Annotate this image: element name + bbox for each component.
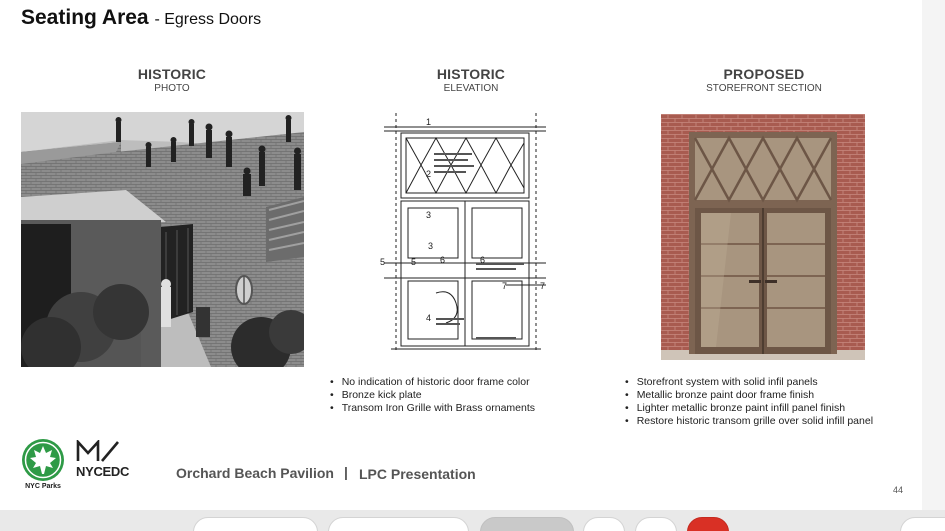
elevation-label-3: 3: [426, 210, 432, 220]
list-item: • Storefront system with solid infil panels: [625, 376, 873, 389]
nycedc-label: NYCEDC: [76, 464, 130, 479]
control-button[interactable]: [328, 517, 469, 531]
footer-separator: |: [344, 464, 348, 480]
right-edge-strip: [922, 0, 945, 510]
subheading-label: ELEVATION: [443, 83, 499, 94]
control-button[interactable]: [193, 517, 318, 531]
storefront-illustration: [661, 114, 865, 360]
subheading-label: STOREFRONT SECTION: [706, 83, 822, 94]
elevation-label-5: 5: [411, 257, 417, 267]
footer-project-name: Orchard Beach Pavilion: [176, 465, 334, 481]
control-button[interactable]: [900, 517, 945, 531]
heading-label: PROPOSED: [723, 66, 805, 82]
historic-photo: [21, 112, 304, 367]
subheading-label: PHOTO: [154, 83, 190, 94]
list-item: • Metallic bronze paint door frame finish: [625, 389, 873, 402]
control-button[interactable]: [480, 517, 574, 531]
elevation-label-2: 2: [426, 169, 432, 179]
elevation-line-drawing: [376, 113, 551, 353]
footer-presentation: LPC Presentation: [359, 466, 476, 482]
proposed-storefront-heading: [634, 66, 894, 94]
record-button[interactable]: [687, 517, 729, 531]
list-item: • No indication of historic door frame color: [330, 376, 535, 389]
page-number: 44: [893, 485, 904, 495]
proposed-storefront-rendering: [661, 114, 865, 360]
page-title: [21, 6, 261, 30]
list-item: • Lighter metallic bronze paint infill panel finish: [625, 402, 873, 415]
nyc-parks-leaf-icon: [21, 438, 65, 482]
list-item: • Transom Iron Grille with Brass ornaments: [330, 402, 535, 415]
meeting-control-bar: [0, 510, 945, 531]
elevation-label-3b: 3: [428, 241, 434, 251]
proposed-notes-list: [625, 376, 873, 428]
historic-photo-heading: [42, 66, 302, 94]
page-title-sub: - Egress Doors: [154, 11, 262, 28]
elevation-label-6: 6: [440, 255, 446, 265]
elevation-label-5-left: 5: [380, 257, 386, 267]
heading-label: HISTORIC: [137, 66, 207, 82]
page-title-main: Seating Area: [21, 6, 149, 29]
control-button[interactable]: [635, 517, 677, 531]
nyc-parks-label: NYC Parks: [25, 483, 61, 490]
historic-elevation-drawing: [376, 113, 551, 353]
elevation-label-4: 4: [426, 313, 432, 323]
historic-elevation-heading: [341, 66, 601, 94]
nycedc-mark-icon: [76, 440, 122, 462]
list-item: • Restore historic transom grille over solid infill panel: [625, 415, 873, 428]
control-button[interactable]: [583, 517, 625, 531]
elevation-label-7: 7: [502, 281, 508, 291]
heading-label: HISTORIC: [436, 66, 506, 82]
elevation-label-6b: 6: [480, 255, 486, 265]
historic-photo-illustration: [21, 112, 304, 367]
elevation-label-1: 1: [426, 117, 432, 127]
historic-notes-list: [330, 376, 535, 415]
elevation-label-7-right: 7: [540, 281, 546, 291]
list-item: • Bronze kick plate: [330, 389, 535, 402]
